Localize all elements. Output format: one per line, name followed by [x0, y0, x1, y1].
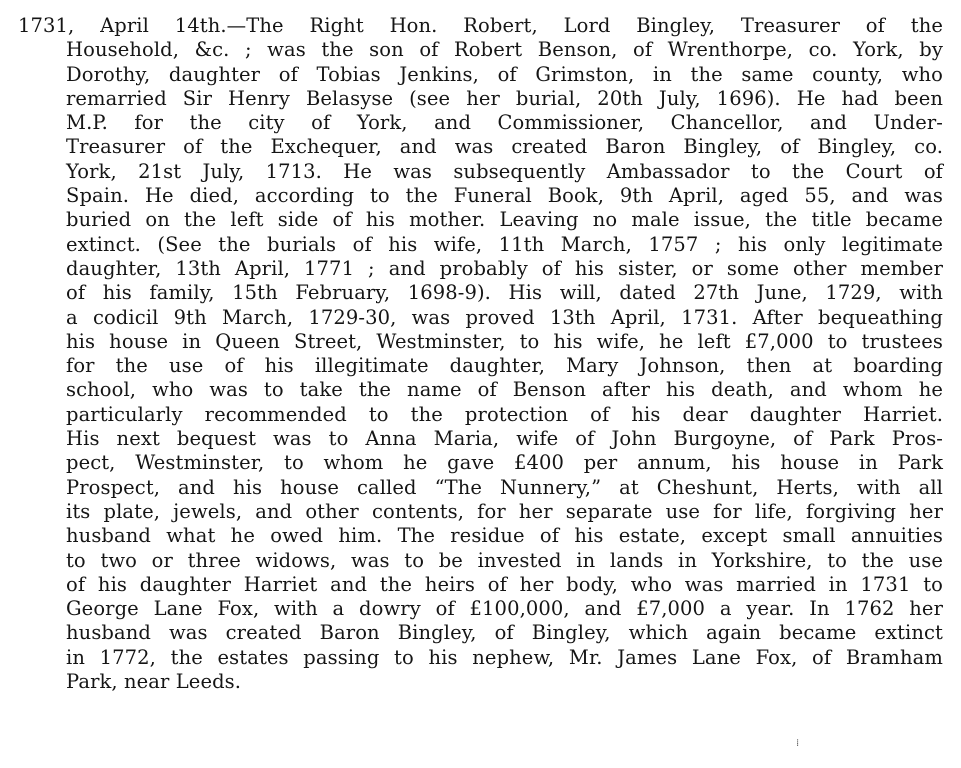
text-line: His next bequest was to Anna Maria, wife of John Burgoyne, of Park Pros-	[66, 427, 943, 451]
text-line: of his daughter Harriet and the heirs of her body, who was married in 1731 to	[66, 572, 943, 596]
burial-register-entry	[18, 14, 943, 694]
text-line: York, 21st July, 1713. He was subsequently Ambassador to the Court of	[66, 159, 943, 183]
text-line: remarried Sir Henry Belasyse (see her burial, 20th July, 1696). He had been	[66, 86, 943, 110]
scan-artifact-mark: ⁞	[796, 738, 800, 749]
text-line: daughter, 13th April, 1771 ; and probably of his sister, or some other member	[66, 256, 943, 280]
text-line: 1731, April 14th.—The Right Hon. Robert, Lord Bingley, Treasurer of the	[18, 14, 943, 37]
text-line: Household, &c. ; was the son of Robert Benson, of Wrenthorpe, co. York, by	[66, 38, 943, 62]
text-line: of his family, 15th February, 1698-9). His will, dated 27th June, 1729, with	[66, 281, 943, 305]
text-line: Park, near Leeds.	[66, 670, 242, 694]
text-line: buried on the left side of his mother. Leaving no male issue, the title became	[66, 208, 943, 232]
text-line: Dorothy, daughter of Tobias Jenkins, of Grimston, in the same county, who	[66, 62, 943, 86]
text-line: George Lane Fox, with a dowry of £100,000, and £7,000 a year. In 1762 her	[66, 597, 943, 621]
text-line: its plate, jewels, and other contents, for her separate use for life, forgiving her	[66, 499, 943, 523]
text-line: his house in Queen Street, Westminster, to his wife, he left £7,000 to trustees	[66, 329, 943, 353]
text-line: pect, Westminster, to whom he gave £400 per annum, his house in Park	[66, 451, 943, 475]
text-line: husband was created Baron Bingley, of Bingley, which again became extinct	[66, 621, 943, 645]
text-line: for the use of his illegitimate daughter, Mary Johnson, then at boarding	[66, 354, 943, 378]
text-line: husband what he owed him. The residue of his estate, except small annuities	[66, 524, 943, 548]
text-line: to two or three widows, was to be invested in lands in Yorkshire, to the use	[66, 548, 943, 572]
text-line: a codicil 9th March, 1729-30, was proved 13th April, 1731. After bequeathing	[66, 305, 943, 329]
text-line: in 1772, the estates passing to his nephew, Mr. James Lane Fox, of Bramham	[66, 645, 943, 669]
text-line: Treasurer of the Exchequer, and was created Baron Bingley, of Bingley, co.	[66, 135, 943, 159]
text-line: particularly recommended to the protection of his dear daughter Harriet.	[66, 402, 943, 426]
text-line: school, who was to take the name of Benson after his death, and whom he	[66, 378, 943, 402]
text-line: M.P. for the city of York, and Commissioner, Chancellor, and Under-	[66, 111, 943, 135]
text-line: extinct. (See the burials of his wife, 11th March, 1757 ; his only legitimate	[66, 232, 943, 256]
text-line: Prospect, and his house called “The Nunnery,” at Cheshunt, Herts, with all	[66, 475, 943, 499]
text-line: Spain. He died, according to the Funeral Book, 9th April, aged 55, and was	[66, 184, 943, 208]
